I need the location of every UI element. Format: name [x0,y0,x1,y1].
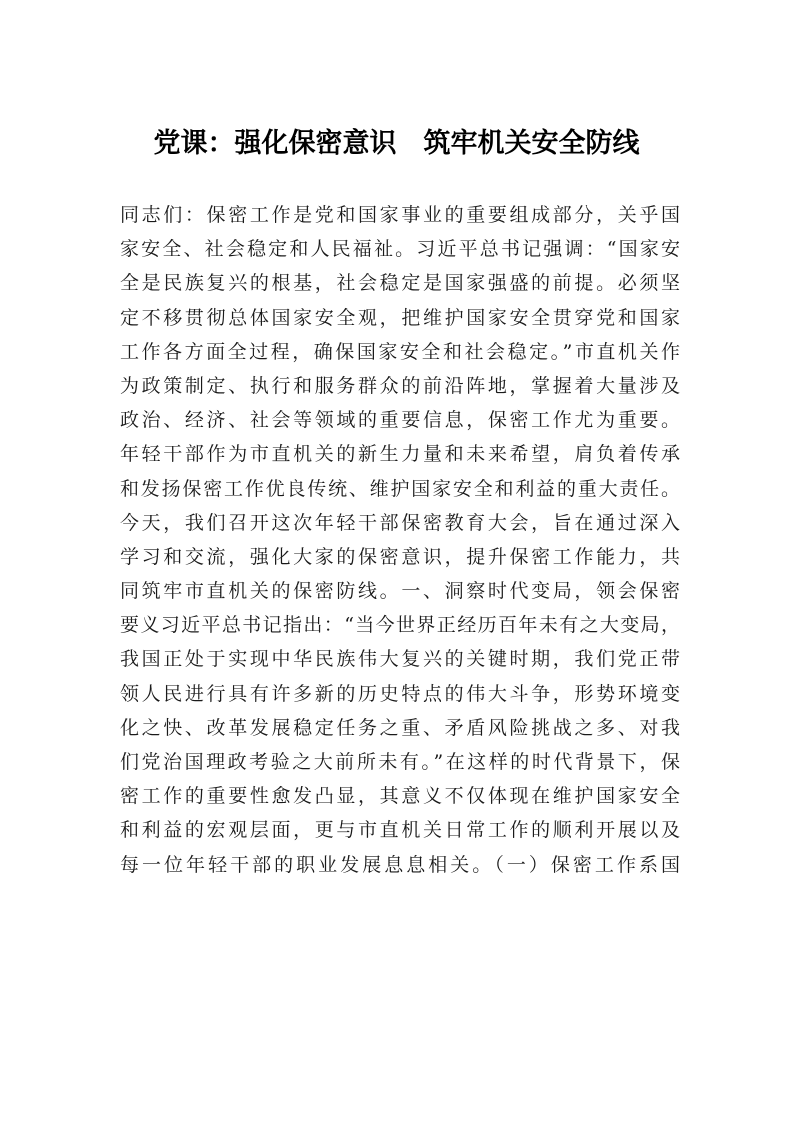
body-line: 同志们：保密工作是党和国家事业的重要组成部分，关乎国 [120,204,680,226]
body-line: 全是民族复兴的根基，社会稳定是国家强盛的前提。必须坚 [120,272,680,295]
body-line: 化之快、改革发展稳定任务之重、矛盾风险挑战之多、对我 [120,716,680,739]
body-line: 工作各方面全过程，确保国家安全和社会稳定。”市直机关作 [120,340,680,363]
body-line: 定不移贯彻总体国家安全观，把维护国家安全贯穿党和国家 [120,306,680,329]
body-line: 年轻干部作为市直机关的新生力量和未来希望，肩负着传承 [120,443,680,466]
body-line: 家安全、社会稳定和人民福祉。习近平总书记强调：“国家安 [120,238,680,261]
body-line: 领人民进行具有许多新的历史特点的伟大斗争，形势环境变 [120,682,680,705]
body-line: 和利益的宏观层面，更与市直机关日常工作的顺利开展以及 [120,819,680,842]
body-line: 每一位年轻干部的职业发展息息相关。（一）保密工作系国 [120,853,680,876]
body-line: 和发扬保密工作优良传统、维护国家安全和利益的重大责任。 [120,477,680,500]
body-line: 学习和交流，强化大家的保密意识，提升保密工作能力，共 [120,545,680,568]
body-line: 们党治国理政考验之大前所未有。”在这样的时代背景下，保 [120,751,680,773]
body-line: 要义习近平总书记指出：“当今世界正经历百年未有之大变局， [120,614,680,637]
body-line: 今天，我们召开这次年轻干部保密教育大会，旨在通过深入 [120,511,680,534]
body-line: 我国正处于实现中华民族伟大复兴的关键时期，我们党正带 [120,648,680,671]
body-line: 为政策制定、执行和服务群众的前沿阵地，掌握着大量涉及 [120,374,680,397]
body-line: 密工作的重要性愈发凸显，其意义不仅体现在维护国家安全 [120,785,680,808]
document-body [120,198,680,882]
body-line: 同筑牢市直机关的保密防线。一、洞察时代变局，领会保密 [120,580,680,603]
body-line: 政治、经济、社会等领域的重要信息，保密工作尤为重要。 [120,409,680,432]
document-title: 党课：强化保密意识 筑牢机关安全防线 [153,128,640,159]
